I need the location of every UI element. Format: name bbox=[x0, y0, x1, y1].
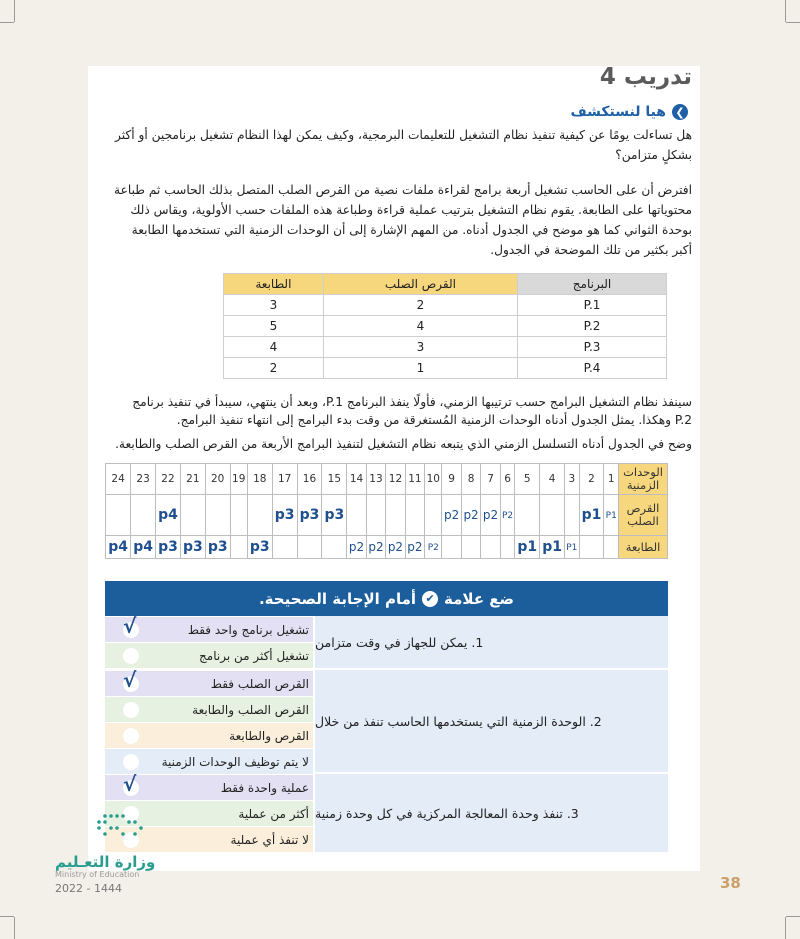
schedule-cell[interactable] bbox=[540, 536, 565, 559]
schedule-cell[interactable] bbox=[156, 495, 181, 536]
schedule-cell[interactable] bbox=[405, 495, 424, 536]
schedule-cell[interactable] bbox=[106, 536, 131, 559]
schedule-cell[interactable] bbox=[579, 536, 604, 559]
ministry-name-arabic: وزارة التعـليم bbox=[55, 853, 156, 871]
schedule-cell[interactable] bbox=[180, 495, 205, 536]
answer-option[interactable] bbox=[105, 697, 313, 722]
time-unit-label: 3 bbox=[568, 473, 576, 485]
handwritten-entry: p2 bbox=[387, 540, 404, 554]
quiz-header-tail: أمام الإجابة الصحيحة. bbox=[258, 589, 417, 608]
table-cell: P.2 bbox=[518, 316, 667, 337]
handwritten-entry: p2 bbox=[463, 508, 479, 522]
quiz-header bbox=[105, 581, 668, 616]
answer-option[interactable] bbox=[105, 723, 313, 748]
table-row bbox=[224, 316, 667, 337]
scenario-paragraph: افترض أن على الحاسب تشغيل أربعة برامج لقراءة ملفات نصية من القرص الصلب المتصل بذلك الحاسب ثم طباعة محتوياتها على الطابعة. يقوم نظام التشغيل بترتيب عملية قراءة وطباعة هذه الملفات حسب الأولوية، ويقاس ذلك بوحدة الثواني كما هو موضح في الجدول أدناه. من المهم الإشارة إلى أن الوحدات الزمنية التي تستخدمها الطابعة أكبر بكثير من تلك الموضحة في الجدول. bbox=[114, 183, 692, 257]
schedule-cell[interactable] bbox=[272, 536, 297, 559]
option-label: لا يتم توظيف الوحدات الزمنية bbox=[161, 754, 309, 769]
option-label: القرص والطابعة bbox=[229, 728, 309, 743]
time-unit-cell bbox=[540, 464, 565, 495]
table-cell: 2 bbox=[224, 358, 324, 379]
time-unit-cell bbox=[366, 464, 385, 495]
schedule-cell[interactable] bbox=[297, 495, 322, 536]
schedule-cell[interactable] bbox=[425, 495, 442, 536]
check-mark-icon: √ bbox=[123, 667, 137, 692]
question-text: 2. الوحدة الزمنية التي يستخدمها الحاسب تنفذ من خلال bbox=[315, 670, 668, 772]
schedule-cell[interactable] bbox=[322, 536, 347, 559]
schedule-cell[interactable] bbox=[386, 536, 405, 559]
schedule-cell[interactable] bbox=[442, 536, 461, 559]
time-unit-label: 4 bbox=[548, 473, 556, 485]
handwritten-entry: p3 bbox=[249, 539, 270, 555]
schedule-cell[interactable] bbox=[347, 495, 366, 536]
schedule-cell[interactable] bbox=[405, 536, 424, 559]
schedule-cell[interactable] bbox=[180, 536, 205, 559]
time-unit-label: 8 bbox=[467, 473, 475, 485]
table-cell: 4 bbox=[224, 337, 324, 358]
handwritten-entry: P2 bbox=[501, 511, 514, 521]
option-label: لا تنفذ أي عملية bbox=[230, 832, 309, 847]
crop-mark bbox=[786, 916, 800, 917]
schedule-cell[interactable] bbox=[386, 495, 405, 536]
time-unit-label: 1 bbox=[607, 473, 615, 485]
option-label: القرص الصلب والطابعة bbox=[192, 702, 309, 717]
schedule-cell[interactable] bbox=[156, 536, 181, 559]
time-unit-label: 23 bbox=[136, 473, 150, 485]
time-unit-cell bbox=[272, 464, 297, 495]
handwritten-entry: p3 bbox=[274, 507, 295, 523]
schedule-cell[interactable] bbox=[131, 536, 156, 559]
crop-mark bbox=[785, 0, 786, 22]
radio-circle[interactable] bbox=[123, 613, 139, 638]
time-unit-cell bbox=[500, 464, 515, 495]
crop-mark bbox=[785, 917, 786, 939]
table-cell: 1 bbox=[323, 358, 517, 379]
radio-circle[interactable] bbox=[123, 667, 139, 692]
schedule-cell[interactable] bbox=[366, 495, 385, 536]
handwritten-entry: p2 bbox=[482, 508, 499, 522]
question-block bbox=[105, 771, 668, 852]
schedule-cell[interactable] bbox=[247, 495, 272, 536]
row-header: القرص الصلب bbox=[619, 495, 668, 536]
schedule-cell[interactable] bbox=[230, 536, 247, 559]
schedule-cell[interactable] bbox=[272, 495, 297, 536]
page-number: 38 bbox=[720, 874, 741, 892]
radio-circle[interactable] bbox=[123, 648, 139, 664]
schedule-cell[interactable] bbox=[515, 495, 540, 536]
handwritten-entry: p1 bbox=[581, 507, 602, 523]
radio-circle[interactable] bbox=[123, 771, 139, 796]
chevron-icon: ❯ bbox=[672, 104, 688, 120]
time-unit-label: 19 bbox=[232, 473, 246, 485]
handwritten-entry: p4 bbox=[133, 539, 153, 555]
crop-mark bbox=[0, 22, 14, 23]
handwritten-entry: p4 bbox=[108, 539, 128, 555]
check-mark-icon: √ bbox=[123, 771, 137, 796]
option-label: عملية واحدة فقط bbox=[220, 780, 309, 795]
time-unit-cell bbox=[106, 464, 131, 495]
time-unit-label: 10 bbox=[426, 473, 440, 485]
schedule-cell[interactable] bbox=[442, 495, 461, 536]
table-cell: 3 bbox=[224, 295, 324, 316]
time-unit-label: 22 bbox=[161, 473, 175, 485]
time-unit-cell bbox=[461, 464, 480, 495]
time-unit-label: 2 bbox=[588, 473, 595, 485]
schedule-cell[interactable] bbox=[347, 536, 366, 559]
table-cell: P.3 bbox=[518, 337, 667, 358]
schedule-cell[interactable] bbox=[579, 495, 604, 536]
handwritten-entry: P1 bbox=[566, 543, 578, 553]
time-unit-cell bbox=[481, 464, 500, 495]
schedule-cell[interactable] bbox=[500, 495, 515, 536]
table-cell: P.1 bbox=[518, 295, 667, 316]
option-label: تشغيل برنامج واحد فقط bbox=[187, 622, 309, 637]
subtitle-text: هيا لنستكشف bbox=[570, 104, 666, 120]
time-unit-cell bbox=[604, 464, 619, 495]
time-unit-label: 21 bbox=[186, 473, 200, 485]
handwritten-entry: p3 bbox=[299, 507, 320, 523]
schedule-cell[interactable] bbox=[461, 495, 480, 536]
handwritten-entry: p3 bbox=[182, 539, 203, 555]
time-unit-label: 9 bbox=[448, 473, 455, 485]
answer-option[interactable] bbox=[105, 613, 313, 642]
table-row bbox=[224, 337, 667, 358]
radio-circle[interactable] bbox=[123, 754, 139, 770]
time-unit-cell bbox=[156, 464, 181, 495]
question-block bbox=[105, 667, 668, 772]
time-unit-cell bbox=[180, 464, 205, 495]
table-cell: 2 bbox=[323, 295, 517, 316]
time-unit-cell bbox=[322, 464, 347, 495]
table-row bbox=[224, 358, 667, 379]
row-header: الطابعة bbox=[619, 536, 668, 559]
handwritten-entry: P1 bbox=[605, 511, 617, 521]
ministry-name-english: Ministry of Education bbox=[55, 870, 140, 879]
quiz-header-text: ضع علامة bbox=[444, 589, 515, 608]
crop-mark bbox=[0, 916, 14, 917]
question-text: 1. يمكن للجهاز في وقت متزامن bbox=[315, 616, 668, 668]
crop-mark bbox=[14, 0, 15, 22]
handwritten-entry: p4 bbox=[158, 507, 178, 523]
schedule-cell[interactable] bbox=[425, 536, 442, 559]
time-unit-cell bbox=[386, 464, 405, 495]
time-unit-label: 16 bbox=[302, 473, 317, 485]
table-cell: 3 bbox=[323, 337, 517, 358]
time-unit-label: 12 bbox=[388, 473, 403, 485]
schedule-cell[interactable] bbox=[205, 495, 230, 536]
execution-paragraph: سينفذ نظام التشغيل البرامج حسب ترتيبها الزمني، فأولًا ينفذ البرنامج P.1، وبعد أن ينتهي، سيبدأ في تنفيذ برنامج P.2 وهكذا. يمثل الجدول أدناه الوحدات الزمنية المُستغرقة من وقت بدء البرامج إلى انتهاء تنفيذ البرامج. bbox=[132, 395, 692, 427]
schedule-cell[interactable] bbox=[565, 495, 580, 536]
answer-option[interactable] bbox=[105, 643, 313, 668]
schedule-cell[interactable] bbox=[297, 536, 322, 559]
schedule-cell[interactable] bbox=[481, 495, 500, 536]
time-unit-label: 14 bbox=[349, 473, 364, 485]
handwritten-entry: p1 bbox=[517, 539, 538, 555]
time-unit-label: 5 bbox=[523, 473, 531, 485]
option-label: أكثر من عملية bbox=[238, 806, 309, 821]
crop-mark bbox=[14, 917, 15, 939]
schedule-cell[interactable] bbox=[500, 536, 515, 559]
handwritten-entry: p2 bbox=[348, 540, 365, 554]
handwritten-entry: P2 bbox=[427, 543, 439, 553]
schedule-cell[interactable] bbox=[230, 495, 247, 536]
time-unit-label: 20 bbox=[211, 473, 225, 485]
table-cell: 5 bbox=[224, 316, 324, 337]
column-header: القرص الصلب bbox=[323, 274, 517, 295]
schedule-cell[interactable] bbox=[322, 495, 347, 536]
handwritten-entry: p2 bbox=[443, 508, 460, 522]
time-unit-label: 13 bbox=[369, 473, 383, 485]
option-label: تشغيل أكثر من برنامج bbox=[199, 648, 309, 663]
instruction-paragraph: وضح في الجدول أدناه التسلسل الزمني الذي يتبعه نظام التشغيل لتنفيذ البرامج الأربعة من القرص الصلب والطابعة. bbox=[115, 437, 692, 451]
answer-option[interactable] bbox=[105, 771, 313, 800]
time-unit-label: 11 bbox=[408, 473, 422, 485]
schedule-cell[interactable] bbox=[366, 536, 385, 559]
schedule-cell[interactable] bbox=[106, 495, 131, 536]
time-units-table bbox=[105, 463, 668, 559]
question-block bbox=[105, 613, 668, 668]
time-unit-cell bbox=[579, 464, 604, 495]
time-unit-cell bbox=[297, 464, 322, 495]
quiz-section bbox=[105, 581, 668, 851]
crop-mark bbox=[786, 22, 800, 23]
time-unit-cell bbox=[425, 464, 442, 495]
table-cell: 4 bbox=[323, 316, 517, 337]
column-header: الطابعة bbox=[224, 274, 324, 295]
time-unit-cell bbox=[230, 464, 247, 495]
time-unit-label: 7 bbox=[487, 473, 494, 485]
schedule-cell[interactable] bbox=[131, 495, 156, 536]
schedule-cell[interactable] bbox=[604, 495, 619, 536]
schedule-cell[interactable] bbox=[481, 536, 500, 559]
handwritten-entry: p1 bbox=[542, 539, 562, 555]
page-title: تدريب 4 bbox=[599, 64, 692, 90]
time-unit-cell bbox=[405, 464, 424, 495]
handwritten-entry: p3 bbox=[158, 539, 178, 555]
handwritten-entry: p3 bbox=[207, 539, 228, 555]
handwritten-entry: p2 bbox=[407, 540, 423, 554]
handwritten-entry: p2 bbox=[368, 540, 384, 554]
check-circle-icon: ✔ bbox=[422, 591, 438, 607]
time-unit-cell bbox=[347, 464, 366, 495]
intro-paragraph: هل تساءلت يومًا عن كيفية تنفيذ نظام التشغيل للتعليمات البرمجية، وكيف يمكن لهذا النظام تشغيل برنامجين أو أكثر بشكلٍ متزامن؟ bbox=[115, 128, 692, 162]
section-subtitle bbox=[570, 104, 688, 120]
time-unit-label: 24 bbox=[111, 473, 125, 485]
answer-option[interactable] bbox=[105, 667, 313, 696]
time-unit-cell bbox=[205, 464, 230, 495]
time-unit-label: 17 bbox=[277, 473, 292, 485]
schedule-cell[interactable] bbox=[247, 536, 272, 559]
question-text: 3. تنفذ وحدة المعالجة المركزية في كل وحدة زمنية bbox=[315, 774, 668, 852]
time-unit-cell bbox=[442, 464, 461, 495]
time-unit-label: 6 bbox=[504, 473, 511, 485]
column-header: البرنامج bbox=[518, 274, 667, 295]
schedule-cell[interactable] bbox=[205, 536, 230, 559]
row-header: الوحدات الزمنية bbox=[619, 464, 668, 495]
schedule-cell[interactable] bbox=[461, 536, 480, 559]
answer-option[interactable] bbox=[105, 749, 313, 774]
radio-circle[interactable] bbox=[123, 702, 139, 718]
academic-year: 2022 - 1444 bbox=[55, 882, 122, 895]
schedule-cell[interactable] bbox=[515, 536, 540, 559]
schedule-cell[interactable] bbox=[540, 495, 565, 536]
option-label: القرص الصلب فقط bbox=[210, 676, 309, 691]
time-unit-cell bbox=[515, 464, 540, 495]
time-unit-label: 15 bbox=[327, 473, 342, 485]
check-mark-icon: √ bbox=[123, 613, 137, 638]
handwritten-entry: p3 bbox=[324, 507, 345, 523]
table-row bbox=[224, 295, 667, 316]
time-unit-cell bbox=[565, 464, 580, 495]
schedule-cell[interactable] bbox=[604, 536, 619, 559]
time-unit-cell bbox=[247, 464, 272, 495]
time-unit-cell bbox=[131, 464, 156, 495]
time-unit-label: 18 bbox=[253, 473, 267, 485]
radio-circle[interactable] bbox=[123, 728, 139, 744]
schedule-cell[interactable] bbox=[565, 536, 580, 559]
program-table bbox=[223, 273, 667, 379]
table-cell: P.4 bbox=[518, 358, 667, 379]
